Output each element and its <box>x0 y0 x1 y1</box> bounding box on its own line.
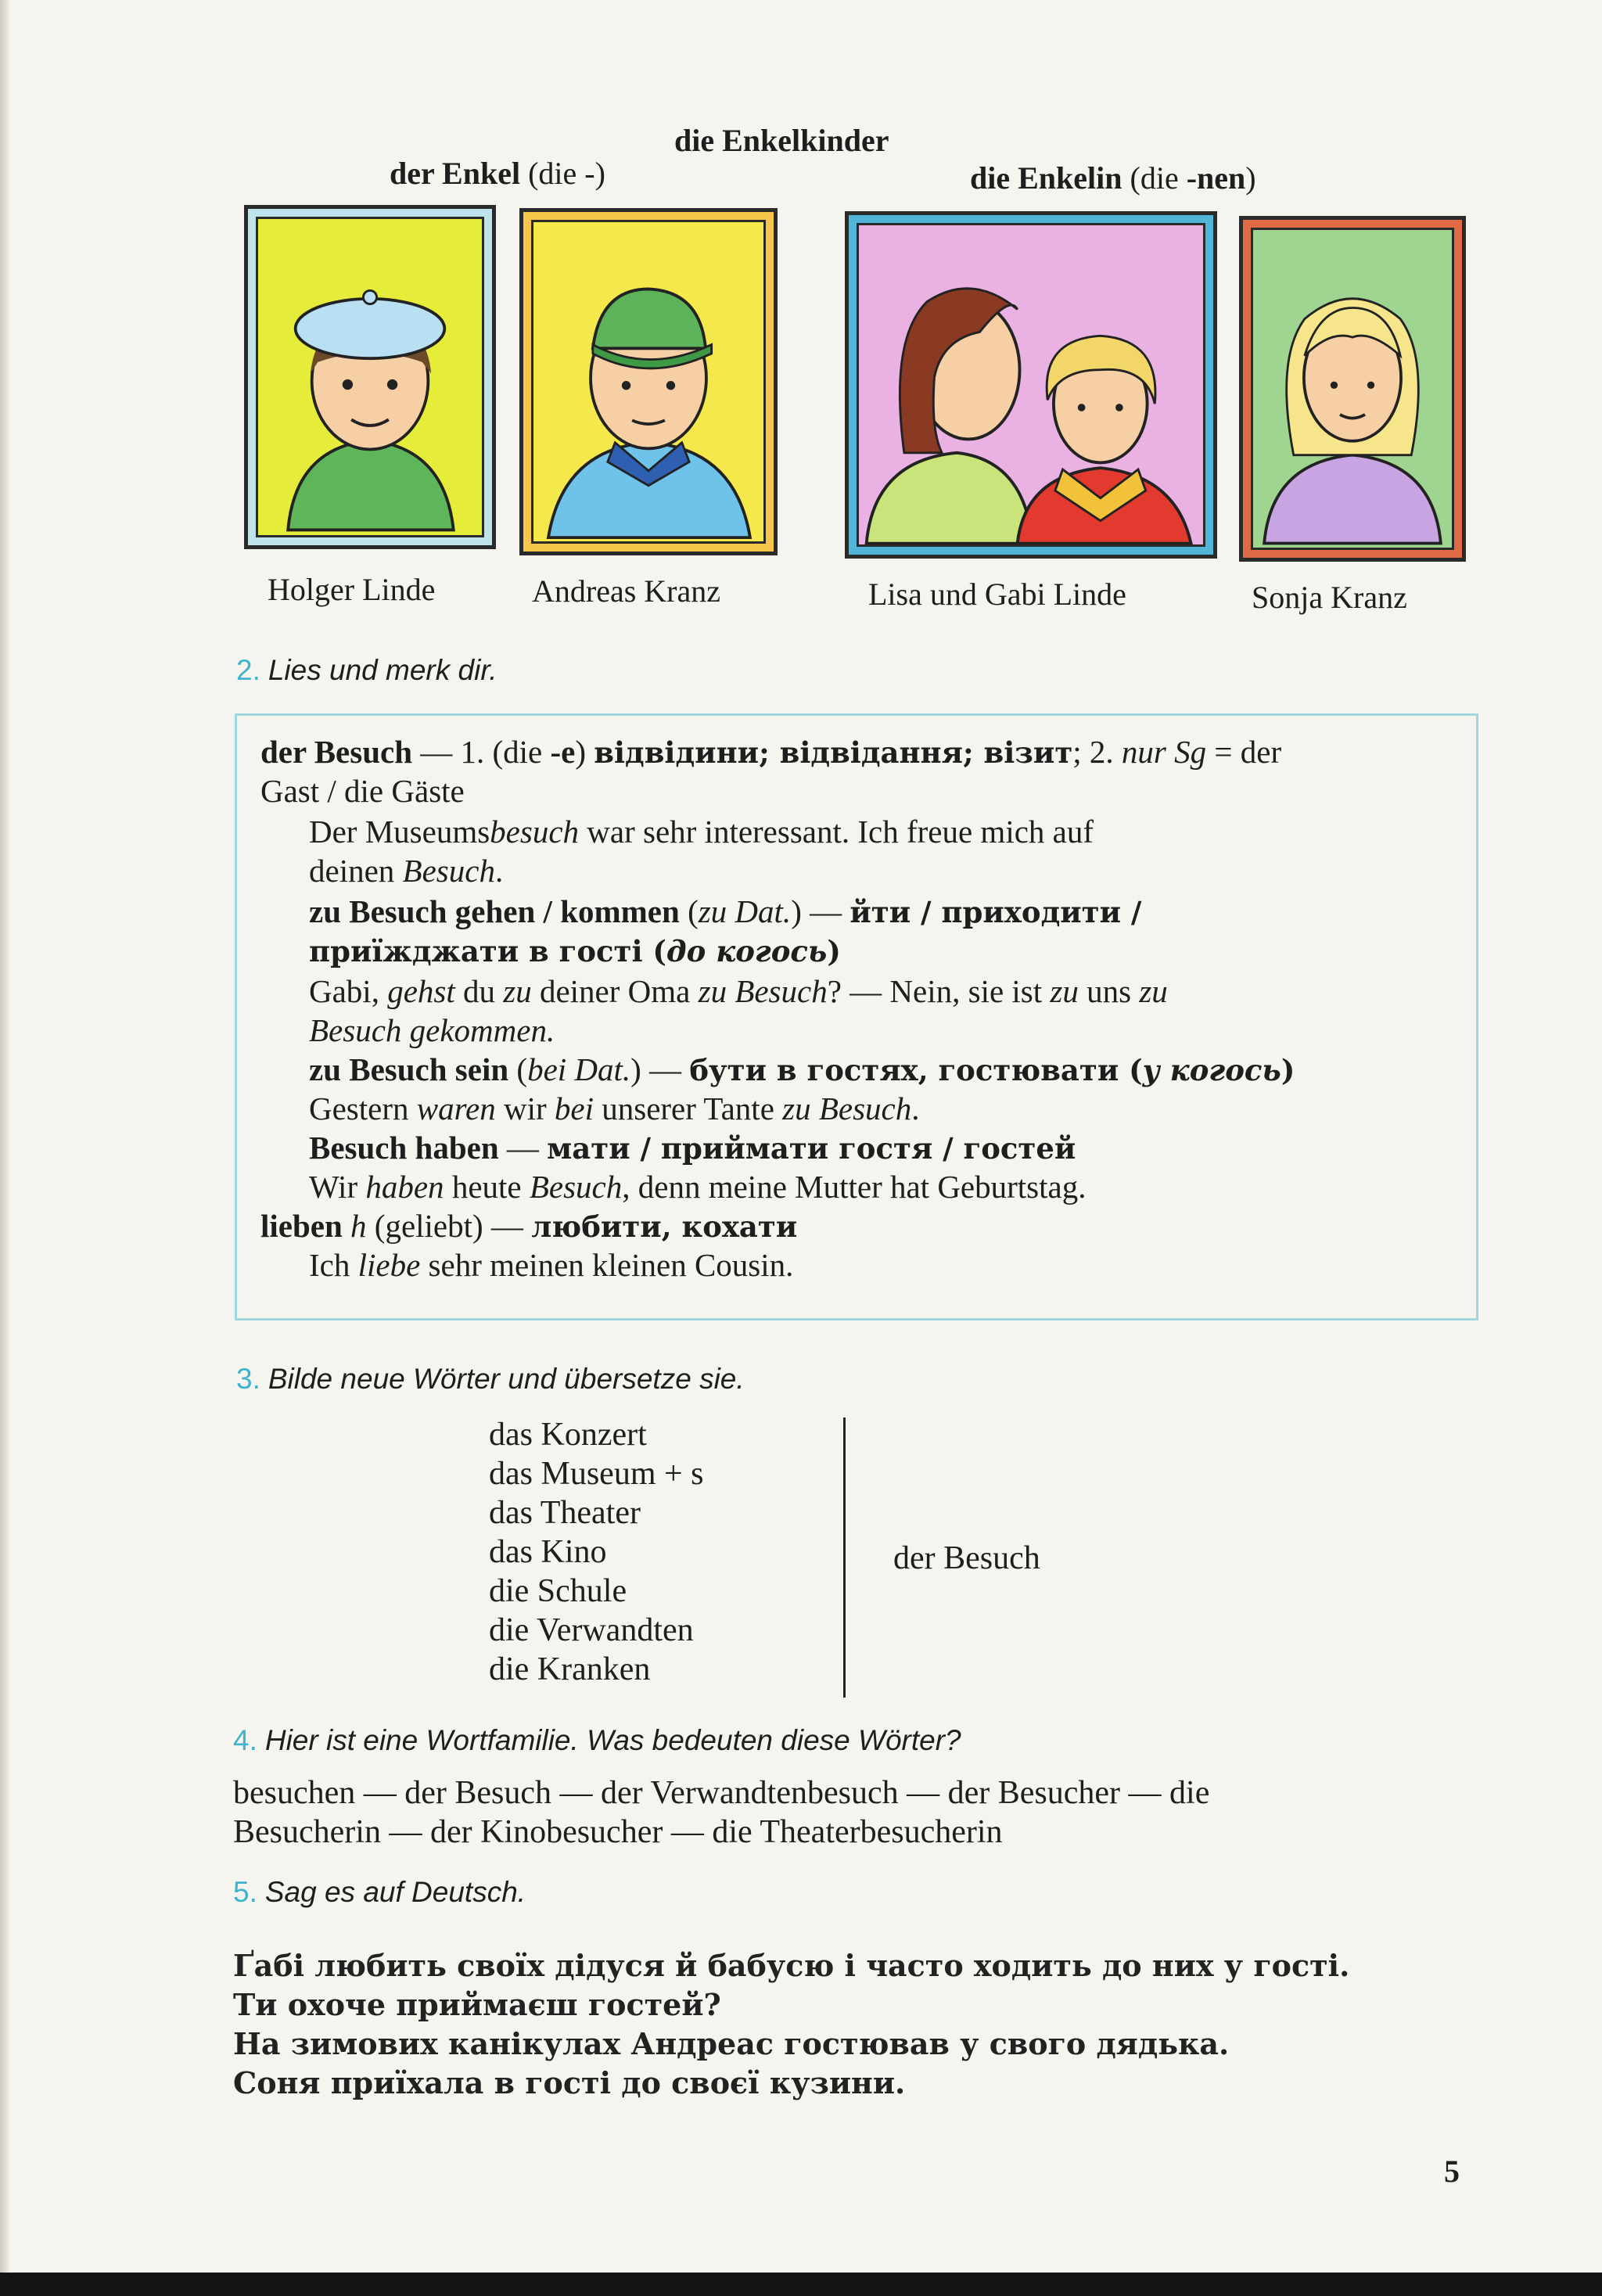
task-5-heading: 5. Sag es auf Deutsch. <box>233 1876 526 1908</box>
portrait-andreas <box>519 208 778 555</box>
vocab-line: Gabi, gehst du zu deiner Oma zu Besuch? — Nein, sie ist zu uns zu <box>309 973 1168 1009</box>
vocab-line: Gast / die Gäste <box>260 773 465 809</box>
word-family-line: besuchen — der Besuch — der Verwandtenbesuch — der Besucher — die <box>233 1775 1210 1811</box>
word-item: die Schule <box>489 1573 627 1609</box>
vocab-line: lieben h (geliebt) — любити, кохати <box>260 1208 798 1244</box>
male-label: der Enkel (die -) <box>390 156 605 191</box>
caption-holger: Holger Linde <box>268 572 436 607</box>
word-item: das Kino <box>489 1534 607 1570</box>
girl-illustration <box>1253 230 1452 548</box>
task-4-heading: 4. Hier ist eine Wortfamilie. Was bedeuten diese Wörter? <box>233 1724 961 1756</box>
boy-beret-illustration <box>258 219 482 535</box>
caption-sonja: Sonja Kranz <box>1252 580 1407 615</box>
vocab-line: Gestern waren wir bei unserer Tante zu Besuch. <box>309 1091 920 1126</box>
vocab-line: Besuch gekommen. <box>309 1012 555 1048</box>
vocab-line: приїжджати в гості (до когось) <box>309 934 841 968</box>
word-item: die Kranken <box>489 1651 651 1687</box>
caption-lisa-gabi: Lisa und Gabi Linde <box>868 577 1126 612</box>
word-item: das Konzert <box>489 1417 647 1453</box>
vocab-line: Besuch haben — мати / приймати гостя / гостей <box>309 1130 1076 1166</box>
female-label: die Enkelin (die -nen) <box>970 160 1256 196</box>
word-item: das Museum + s <box>489 1456 704 1492</box>
vocab-line: Der Museumsbesuch war sehr interessant. Ich freue mich auf <box>309 814 1094 850</box>
vocab-line: zu Besuch sein (bei Dat.) — бути в гостях, гостювати (у когось) <box>309 1051 1295 1087</box>
word-family-line: Besucherin — der Kinobesucher — die Theaterbesucherin <box>233 1814 1003 1850</box>
word-item: das Theater <box>489 1495 641 1531</box>
vocab-line: Wir haben heute Besuch, denn meine Mutter hat Geburtstag. <box>309 1169 1087 1205</box>
vocab-line: deinen Besuch. <box>309 853 504 889</box>
vocab-line: der Besuch — 1. (die -e) відвідини; відвідання; візит; 2. nur Sg = der <box>260 734 1282 770</box>
caption-andreas: Andreas Kranz <box>532 573 720 609</box>
task-2-heading: 2. Lies und merk dir. <box>236 654 497 686</box>
boy-cap-illustration <box>533 222 763 541</box>
translation-sentence: Ґабі любить своїх дідуся й бабусю і часто ходить до них у гості. <box>233 1948 1350 1983</box>
portrait-sonja <box>1239 216 1466 562</box>
two-girls-illustration <box>859 225 1203 544</box>
portrait-lisa-gabi <box>845 211 1217 559</box>
bottom-edge <box>0 2273 1602 2296</box>
divider-line <box>843 1417 846 1698</box>
group-label: die Enkelkinder <box>674 123 889 158</box>
word-item: die Verwandten <box>489 1612 694 1648</box>
translation-sentence: Ти охоче приймаєш гостей? <box>233 1987 721 2022</box>
vocab-line: zu Besuch gehen / kommen (zu Dat.) — йти / приходити / <box>309 893 1142 929</box>
task-3-heading: 3. Bilde neue Wörter und übersetze sie. <box>236 1363 745 1395</box>
vocabulary-box <box>235 713 1478 1320</box>
page-edge <box>0 0 11 2296</box>
translation-sentence: На зимових канікулах Андреас гостював у свого дядька. <box>233 2026 1230 2061</box>
portrait-holger <box>244 205 496 549</box>
translation-sentence: Соня приїхала в гості до своєї кузини. <box>233 2065 906 2100</box>
target-word: der Besuch <box>893 1540 1040 1576</box>
vocab-line: Ich liebe sehr meinen kleinen Cousin. <box>309 1247 794 1283</box>
page-number: 5 <box>1444 2154 1460 2189</box>
